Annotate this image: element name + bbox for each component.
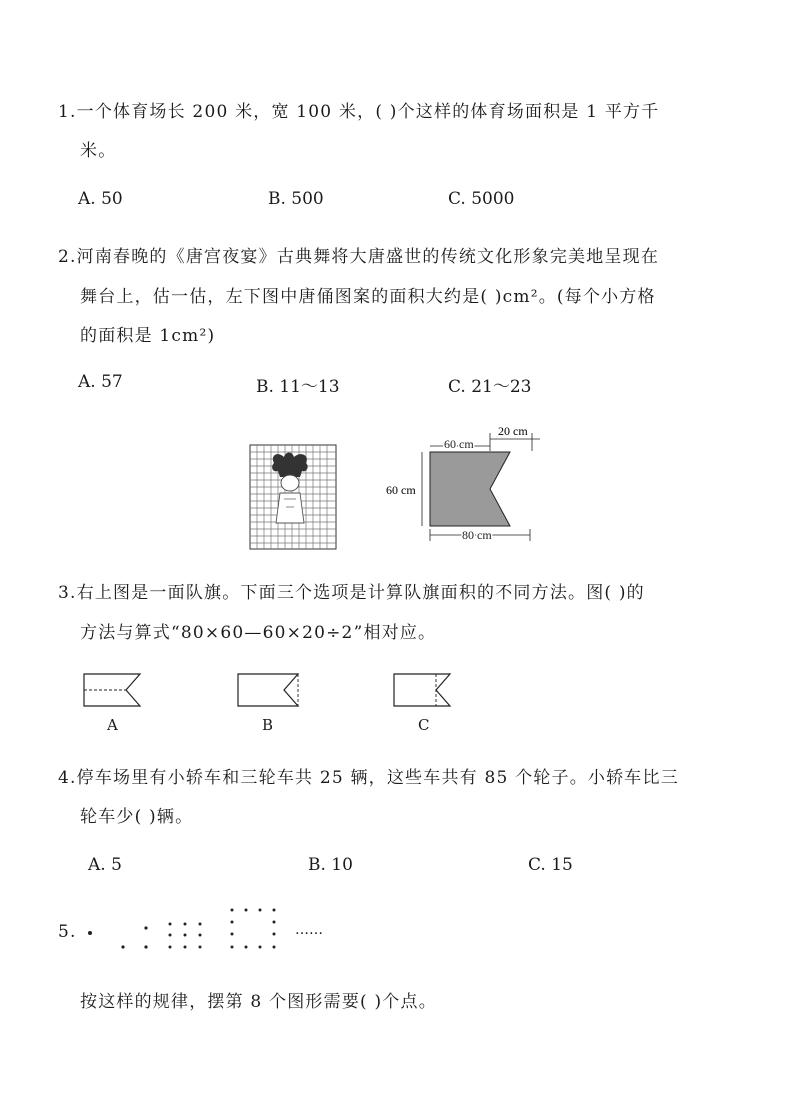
q3-label-a: A xyxy=(107,716,118,734)
q5-number: 5. xyxy=(58,922,77,942)
q4-option-c: C. 15 xyxy=(528,855,573,875)
flag-top-label: 20 cm xyxy=(498,424,528,438)
figures xyxy=(240,415,550,555)
q4-option-a: A. 5 xyxy=(88,855,122,875)
q3-label-c: C xyxy=(418,716,430,734)
q1-line1: 1.一个体育场长 200 米，宽 100 米，( )个这样的体育场面积是 1 平方千 xyxy=(58,102,660,122)
flag-width-label: 60 cm xyxy=(444,437,474,451)
q1-option-a: A. 50 xyxy=(78,189,123,209)
method-b-figure xyxy=(238,674,298,706)
q2-line1: 2.河南春晚的《唐宫夜宴》古典舞将大唐盛世的传统文化形象完美地呈现在 xyxy=(58,247,660,267)
q4-line1: 4.停车场里有小轿车和三轮车共 25 辆，这些车共有 85 个轮子。小轿车比三 xyxy=(58,768,679,788)
q3-label-b: B xyxy=(262,716,274,734)
q1-line2: 米。 xyxy=(80,141,117,161)
q1-option-c: C. 5000 xyxy=(448,189,515,209)
flag-figure xyxy=(386,424,540,542)
q3-line1: 3.右上图是一面队旗。下面三个选项是计算队旗面积的不同方法。图( )的 xyxy=(58,583,645,603)
q2-line3: 的面积是 1cm²) xyxy=(80,326,216,346)
q3-line2: 方法与算式“80×60—60×20÷2”相对应。 xyxy=(80,623,437,643)
flag-bottom-label: 80 cm xyxy=(462,528,492,542)
method-a-figure xyxy=(84,674,140,706)
q4-option-b: B. 10 xyxy=(308,855,353,875)
q5-ellipsis: …… xyxy=(295,922,323,938)
q5-text: 按这样的规律，摆第 8 个图形需要( )个点。 xyxy=(80,992,437,1012)
flag-height-label: 60 cm xyxy=(386,483,416,497)
q2-option-c: C. 21～23 xyxy=(448,377,532,397)
q1-option-b: B. 500 xyxy=(268,189,324,209)
q4-line2: 轮车少( )辆。 xyxy=(80,807,194,827)
method-c-figure xyxy=(394,674,450,706)
q2-line2: 舞台上，估一估，左下图中唐俑图案的面积大约是( )cm²。(每个小方格 xyxy=(80,287,656,307)
q2-option-b: B. 11～13 xyxy=(256,377,340,397)
grid-figure xyxy=(250,445,336,549)
q2-option-a: A. 57 xyxy=(78,372,123,392)
